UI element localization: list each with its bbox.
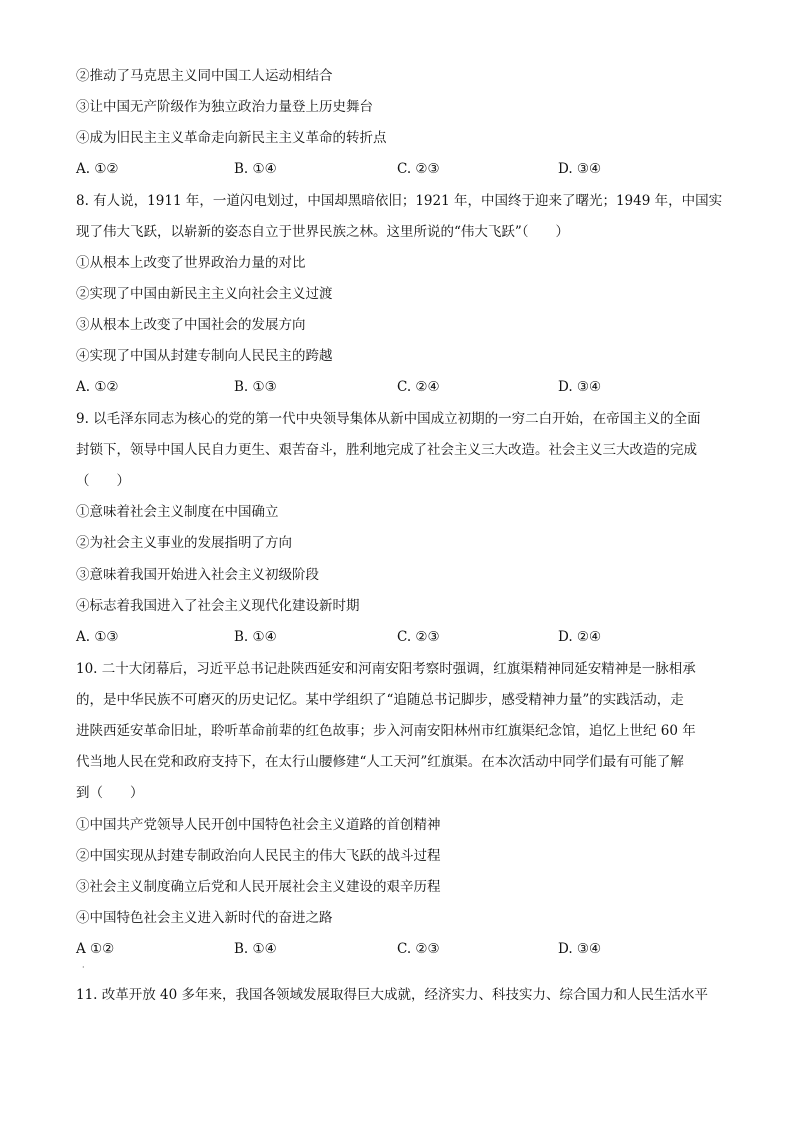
q8-option-c: C. ②④ xyxy=(397,379,440,395)
q8-statement-1: ①从根本上改变了世界政治力量的对比 xyxy=(76,255,306,271)
q9-statement-3: ③意味着我国开始进入社会主义初级阶段 xyxy=(76,567,319,583)
q9-option-d: D. ②④ xyxy=(558,629,602,645)
q9-statement-2: ②为社会主义事业的发展指明了方向 xyxy=(76,535,292,551)
q10-stem-line-2: 的，是中华民族不可磨灭的历史记忆。某中学组织了“追随总书记脚步，感受精神力量”的实践活动，走 xyxy=(76,692,684,708)
q10-stem-line-1: 10. 二十大闭幕后，习近平总书记赴陕西延安和河南安阳考察时强调，红旗渠精神同延安精神是一脉相承 xyxy=(76,661,696,677)
q8-stem-line-1: 8. 有人说，1911 年，一道闪电划过，中国却黑暗依旧；1921 年，中国终于迎来了曙光；1949 年，中国实 xyxy=(76,193,723,209)
q9-stem-line-2: 封锁下，领导中国人民自力更生、艰苦奋斗，胜利地完成了社会主义三大改造。社会主义三大改造的完成 xyxy=(76,442,697,458)
q9-stem-line-1: 9. 以毛泽东同志为核心的党的第一代中央领导集体从新中国成立初期的一穷二白开始，在帝国主义的全面 xyxy=(76,411,701,427)
q10-stem-line-5: 到（ ） xyxy=(76,785,144,801)
q10-statement-4: ④中国特色社会主义进入新时代的奋进之路 xyxy=(76,910,333,926)
q10-option-d: D. ③④ xyxy=(558,941,602,957)
q10-option-a: A ①② xyxy=(76,941,115,957)
q8-statement-4: ④实现了中国从封建专制向人民民主的跨越 xyxy=(76,348,333,364)
q9-stem-line-3: （ ） xyxy=(76,473,130,489)
q8-option-a: A. ①② xyxy=(76,379,119,395)
q9-option-a: A. ①③ xyxy=(76,629,119,645)
q10-option-c: C. ②③ xyxy=(397,941,440,957)
q10-option-b: B. ①④ xyxy=(234,941,277,957)
q7-statement-4: ④成为旧民主主义革命走向新民主主义革命的转折点 xyxy=(76,130,387,146)
q8-statement-2: ②实现了中国由新民主主义向社会主义过渡 xyxy=(76,286,333,302)
q7-statement-3: ③让中国无产阶级作为独立政治力量登上历史舞台 xyxy=(76,99,373,115)
q11-stem-line-1: 11. 改革开放 40 多年来，我国各领域发展取得巨大成就，经济实力、科技实力、综合国力和人民生活水平 xyxy=(76,987,709,1003)
q10-stem-line-3: 进陕西延安革命旧址，聆听革命前辈的红色故事；步入河南安阳林州市红旗渠纪念馆，追忆上世纪 60 年 xyxy=(76,723,696,739)
q8-statement-3: ③从根本上改变了中国社会的发展方向 xyxy=(76,317,306,333)
q8-option-d: D. ③④ xyxy=(558,379,602,395)
q7-option-c: C. ②③ xyxy=(397,161,440,177)
q7-option-b: B. ①④ xyxy=(234,161,277,177)
stray-dot-mark: · xyxy=(82,963,85,972)
q10-statement-2: ②中国实现从封建专制政治向人民民主的伟大飞跃的战斗过程 xyxy=(76,848,441,864)
q9-statement-4: ④标志着我国进入了社会主义现代化建设新时期 xyxy=(76,598,360,614)
q9-option-b: B. ①④ xyxy=(234,629,277,645)
q10-statement-3: ③社会主义制度确立后党和人民开展社会主义建设的艰辛历程 xyxy=(76,879,441,895)
q9-option-c: C. ②③ xyxy=(397,629,440,645)
q10-statement-1: ①中国共产党领导人民开创中国特色社会主义道路的首创精神 xyxy=(76,817,441,833)
q7-option-d: D. ③④ xyxy=(558,161,602,177)
q7-statement-2: ②推动了马克思主义同中国工人运动相结合 xyxy=(76,68,333,84)
q8-stem-line-2: 现了伟大飞跃，以崭新的姿态自立于世界民族之林。这里所说的“伟大飞跃”（ ） xyxy=(76,224,570,240)
q10-stem-line-4: 代当地人民在党和政府支持下，在太行山腰修建“人工天河”红旗渠。在本次活动中同学们最有可能了解 xyxy=(76,754,684,770)
q8-option-b: B. ①③ xyxy=(234,379,277,395)
q9-statement-1: ①意味着社会主义制度在中国确立 xyxy=(76,504,279,520)
q7-option-a: A. ①② xyxy=(76,161,119,177)
